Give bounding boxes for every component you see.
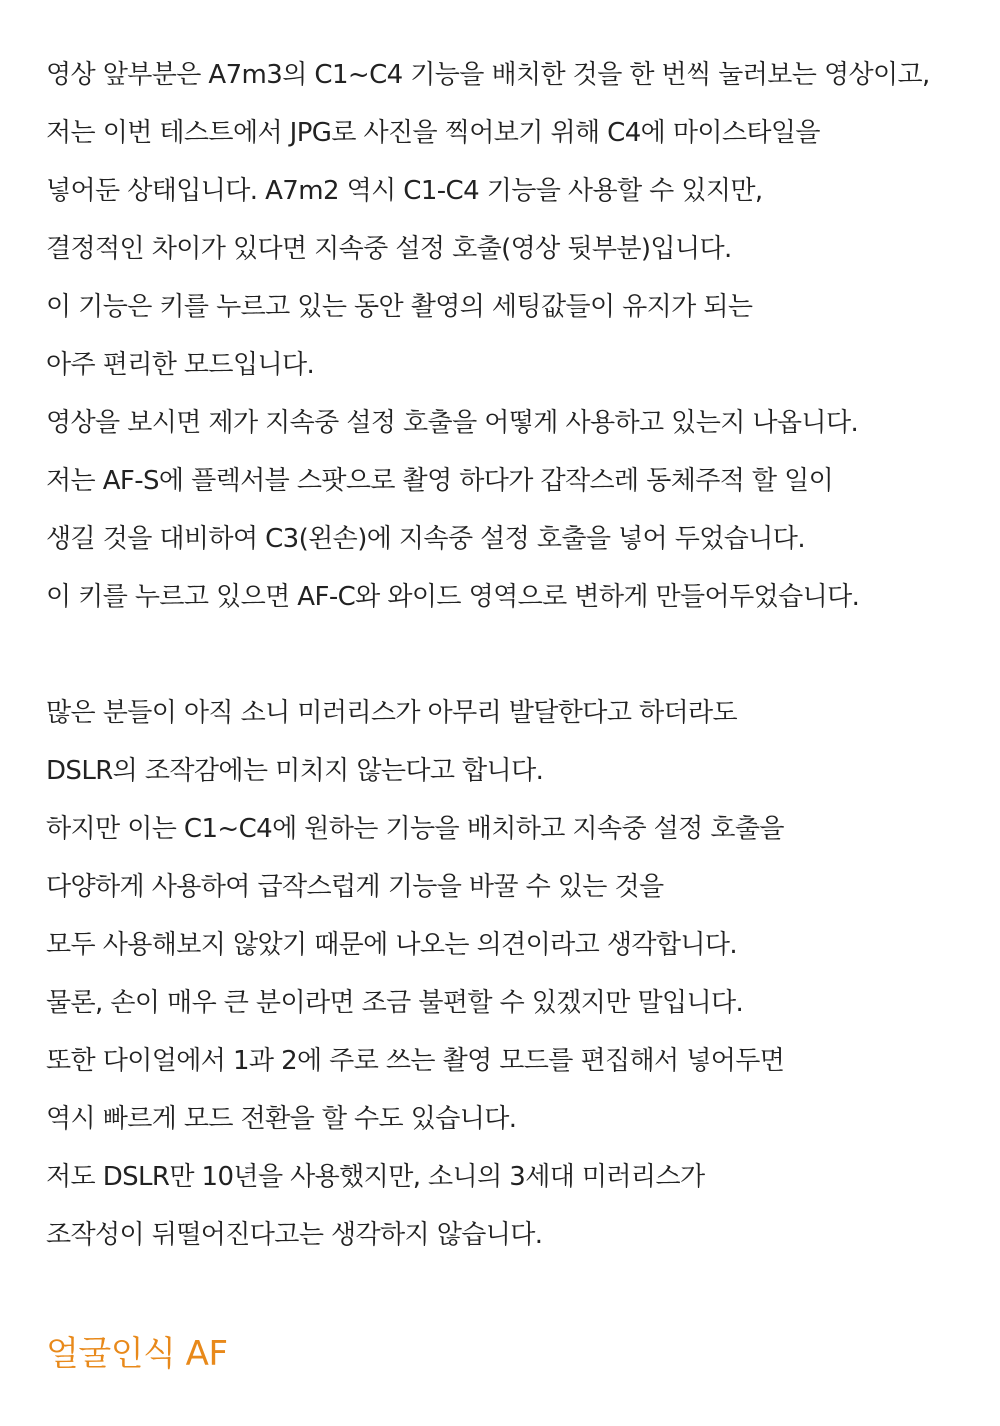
text-line: 결정적인 차이가 있다면 지속중 설정 호출(영상 뒷부분)입니다.: [46, 234, 732, 264]
text-line: 역시 빠르게 모드 전환을 할 수도 있습니다.: [46, 1104, 517, 1134]
text-line: 넣어둔 상태입니다. A7m2 역시 C1-C4 기능을 사용할 수 있지만,: [46, 176, 763, 206]
article-body: [46, 46, 986, 1386]
text-line: 영상 앞부분은 A7m3의 C1~C4 기능을 배치한 것을 한 번씩 눌러보는 영상이고,: [46, 60, 930, 90]
text-line: DSLR의 조작감에는 미치지 않는다고 합니다.: [46, 756, 544, 786]
text-line: 생길 것을 대비하여 C3(왼손)에 지속중 설정 호출을 넣어 두었습니다.: [46, 524, 805, 554]
text-line: 이 기능은 키를 누르고 있는 동안 촬영의 세팅값들이 유지가 되는: [46, 292, 753, 322]
text-line: 저도 DSLR만 10년을 사용했지만, 소니의 3세대 미러리스가: [46, 1162, 705, 1192]
text-line: 조작성이 뒤떨어진다고는 생각하지 않습니다.: [46, 1220, 543, 1250]
text-line: 저는 AF-S에 플렉서블 스팟으로 촬영 하다가 갑작스레 동체주적 할 일이: [46, 466, 834, 496]
text-line: 하지만 이는 C1~C4에 원하는 기능을 배치하고 지속중 설정 호출을: [46, 814, 784, 844]
paragraph-operability: [46, 684, 986, 1264]
paragraph-spacer: [46, 1264, 986, 1322]
text-line: 많은 분들이 아직 소니 미러리스가 아무리 발달한다고 하더라도: [46, 698, 738, 728]
text-line: 아주 편리한 모드입니다.: [46, 350, 315, 380]
text-line: 모두 사용해보지 않았기 때문에 나오는 의견이라고 생각합니다.: [46, 930, 738, 960]
text-line: 또한 다이얼에서 1과 2에 주로 쓰는 촬영 모드를 편집해서 넣어두면: [46, 1046, 785, 1076]
paragraph-custom-keys: [46, 46, 986, 626]
text-line: 다양하게 사용하여 급작스럽게 기능을 바꿀 수 있는 것을: [46, 872, 664, 902]
text-line: 영상을 보시면 제가 지속중 설정 호출을 어떻게 사용하고 있는지 나옵니다.: [46, 408, 859, 438]
text-line: 물론, 손이 매우 큰 분이라면 조금 불편할 수 있겠지만 말입니다.: [46, 988, 744, 1018]
paragraph-spacer: [46, 626, 986, 684]
section-heading: 얼굴인식 AF: [46, 1334, 228, 1374]
text-line: 이 키를 누르고 있으면 AF-C와 와이드 영역으로 변하게 만들어두었습니다.: [46, 582, 860, 612]
text-line: 저는 이번 테스트에서 JPG로 사진을 찍어보기 위해 C4에 마이스타일을: [46, 118, 820, 148]
